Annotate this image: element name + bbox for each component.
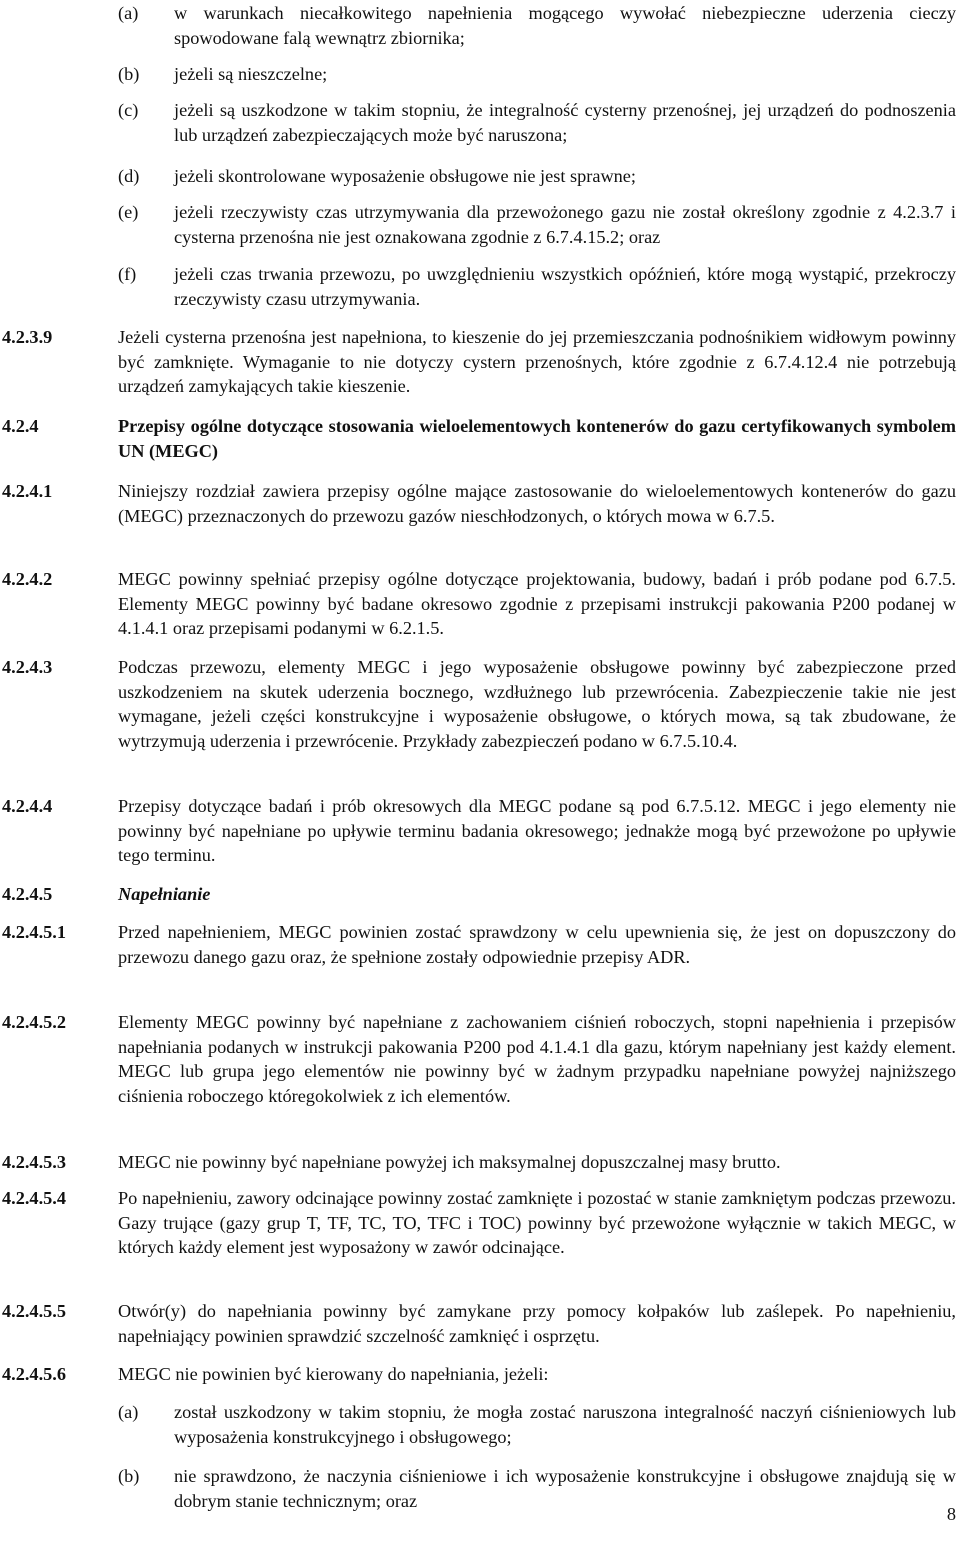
section-title: Przepisy ogólne dotyczące stosowania wieloelementowych kontenerów do gazu certyfikowanych symbolem UN (MEGC)	[118, 416, 956, 461]
section-text: Przepisy dotyczące badań i prób okresowych dla MEGC podane są pod 6.7.5.12. MEGC i jego elementy nie powinny być napełniane po upływie terminu badania okresowego; jednakże mogą być przewożone po upływie tego terminu.	[118, 796, 956, 865]
section-text: Otwór(y) do napełniania powinny być zamykane przy pomocy kołpaków lub zaślepek. Po napełnieniu, napełniający powinien sprawdzić szczelność zamknięć i osprzętu.	[118, 1301, 956, 1346]
list-item-label: (a)	[118, 3, 139, 23]
section-number: 4.2.4.1	[2, 481, 53, 501]
list-item-text: został uszkodzony w takim stopniu, że mogła zostać naruszona integralność naczyń ciśnieniowych lub wyposażenia konstrukcyjnego i obsługowego;	[174, 1402, 956, 1447]
section-text: Jeżeli cysterna przenośna jest napełniona, to kieszenie do jej przemieszczania podnośnikiem widłowym powinny być zamknięte. Wymaganie to nie dotyczy cystern przenośnych, które zgodnie z 6.7.4.12.4 nie potrzebują urządzeń zamykających takie kieszenie.	[118, 327, 956, 396]
section-number: 4.2.4.5.1	[2, 922, 66, 942]
list-item-label: (b)	[118, 1466, 140, 1486]
section-number: 4.2.4.5.2	[2, 1012, 66, 1032]
section-number: 4.2.4.3	[2, 657, 53, 677]
section-number: 4.2.3.9	[2, 327, 53, 347]
list-item-text: nie sprawdzono, że naczynia ciśnieniowe i ich wyposażenie konstrukcyjne i obsługowe znajdują się w dobrym stanie technicznym; oraz	[174, 1466, 956, 1511]
list-item-text: jeżeli rzeczywisty czas utrzymywania dla przewożonego gazu nie został określony zgodnie z 4.2.3.7 i cysterna przenośna nie jest oznakowana zgodnie z 6.7.4.15.2; oraz	[174, 202, 956, 247]
list-item-label: (c)	[118, 100, 139, 120]
list-item-label: (e)	[118, 202, 139, 222]
section-text: MEGC powinny spełniać przepisy ogólne dotyczące projektowania, budowy, badań i prób podane pod 6.7.5. Elementy MEGC powinny być badane okresowo zgodnie z przepisami instrukcji pakowania P200 podanej w 4.1.4.1 oraz przepisami podanymi w 6.2.1.5.	[118, 569, 956, 638]
list-item-label: (a)	[118, 1402, 139, 1422]
list-item-label: (f)	[118, 264, 137, 284]
section-text: Elementy MEGC powinny być napełniane z zachowaniem ciśnień roboczych, stopni napełnienia i przepisów napełniania podanych w instrukcji pakowania P200 pod 4.1.4.1 dla gazu, którym napełniany jest każdy element. MEGC lub grupa jego elementów nie powinny być w żadnym przypadku napełniane powyżej najniższego ciśnienia roboczego któregokolwiek z ich elementów.	[118, 1012, 956, 1106]
list-item-text: jeżeli czas trwania przewozu, po uwzględnieniu wszystkich opóźnień, które mogą wystąpić, przekroczy rzeczywisty czasu utrzymywania.	[174, 264, 956, 309]
section-text: Niniejszy rozdział zawiera przepisy ogólne mające zastosowanie do wieloelementowych kontenerów do gazu (MEGC) przeznaczonych do przewozu gazów nieschłodzonych, o których mowa w 6.7.5.	[118, 481, 956, 526]
list-item-text: w warunkach niecałkowitego napełnienia mogącego wywołać niebezpieczne uderzenia cieczy spowodowane falą wewnątrz zbiornika;	[174, 3, 956, 48]
section-text: MEGC nie powinny być napełniane powyżej ich maksymalnej dopuszczalnej masy brutto.	[118, 1152, 781, 1172]
list-item-text: jeżeli są uszkodzone w takim stopniu, że integralność cysterny przenośnej, jej urządzeń do podnoszenia lub urządzeń zabezpieczających może być naruszona;	[174, 100, 956, 145]
section-text: Po napełnieniu, zawory odcinające powinny zostać zamknięte i pozostać w stanie zamkniętym podczas przewozu. Gazy trujące (gazy grup T, TF, TC, TO, TFC i TOC) powinny być przewożone wyłącznie w takich MEGC, w których każdy element jest wyposażony w zawór odcinające.	[118, 1188, 956, 1257]
page-number: 8	[946, 1504, 956, 1524]
section-number: 4.2.4.5.4	[2, 1188, 66, 1208]
section-number: 4.2.4	[2, 416, 39, 436]
section-title: Napełnianie	[118, 884, 211, 904]
list-item-text: jeżeli skontrolowane wyposażenie obsługowe nie jest sprawne;	[174, 166, 636, 186]
list-item-text: jeżeli są nieszczelne;	[174, 64, 328, 84]
list-item-label: (b)	[118, 64, 140, 84]
section-text: Podczas przewozu, elementy MEGC i jego wyposażenie obsługowe powinny być zabezpieczone przed uszkodzeniem na skutek uderzenia bocznego, wzdłużnego lub przewrócenia. Zabezpieczenie takie nie jest wymagane, jeżeli części konstrukcyjne i wyposażenie obsługowe, o których mowa, są tak zbudowane, że wytrzymują uderzenia i przewrócenie. Przykłady zabezpieczeń podano w 6.7.5.10.4.	[118, 657, 956, 751]
section-number: 4.2.4.4	[2, 796, 53, 816]
section-text: MEGC nie powinien być kierowany do napełniania, jeżeli:	[118, 1364, 549, 1384]
section-number: 4.2.4.5.3	[2, 1152, 66, 1172]
list-item-label: (d)	[118, 166, 140, 186]
section-number: 4.2.4.5	[2, 884, 53, 904]
section-number: 4.2.4.5.5	[2, 1301, 66, 1321]
section-number: 4.2.4.2	[2, 569, 53, 589]
section-number: 4.2.4.5.6	[2, 1364, 66, 1384]
section-text: Przed napełnieniem, MEGC powinien zostać sprawdzony w celu upewnienia się, że jest on dopuszczony do przewozu danego gazu oraz, że spełnione zostały odpowiednie przepisy ADR.	[118, 922, 956, 967]
